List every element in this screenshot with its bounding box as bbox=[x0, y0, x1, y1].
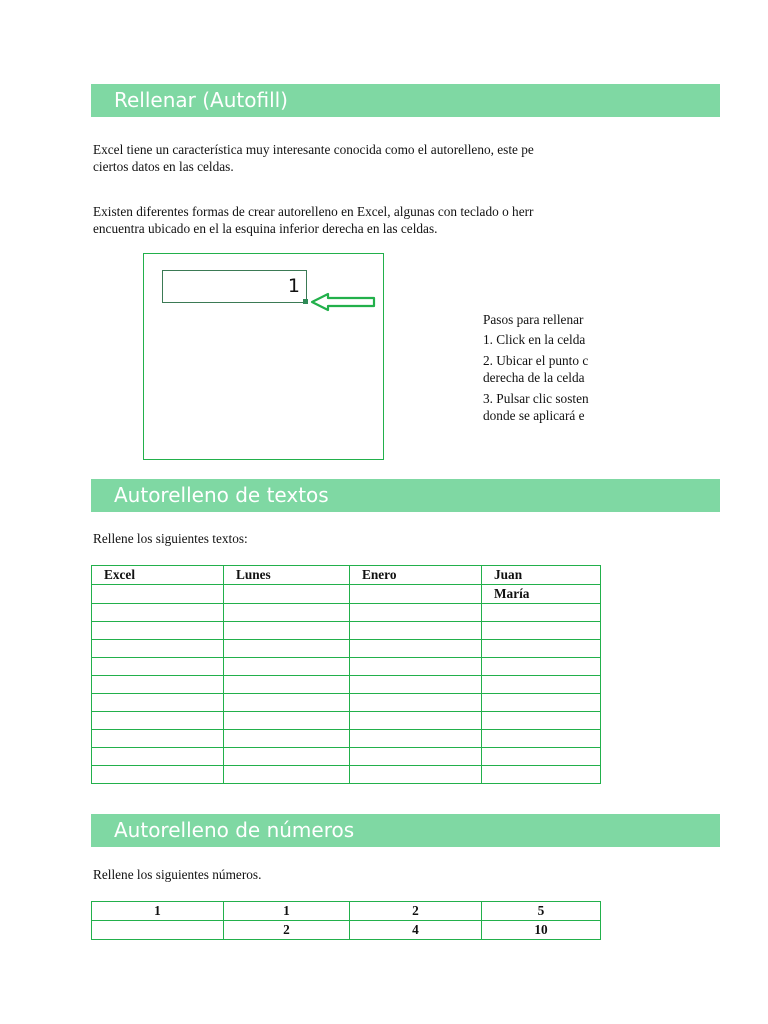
table-cell[interactable] bbox=[92, 766, 224, 784]
table-row bbox=[92, 902, 601, 921]
table-cell[interactable] bbox=[92, 585, 224, 604]
table-cell[interactable] bbox=[350, 694, 482, 712]
table-cell[interactable] bbox=[92, 712, 224, 730]
table-cell[interactable] bbox=[482, 712, 601, 730]
step-3-line1: 3. Pulsar clic sosten bbox=[483, 391, 589, 406]
step-3-line2: donde se aplicará e bbox=[483, 408, 585, 423]
table-cell[interactable] bbox=[92, 748, 224, 766]
numbers-instruction: Rellene los siguientes números. bbox=[93, 867, 262, 882]
table-cell[interactable]: 1 bbox=[92, 902, 224, 921]
section-title-texts: Autorelleno de textos bbox=[91, 479, 720, 512]
table-row bbox=[92, 921, 601, 940]
table-cell[interactable]: Excel bbox=[92, 566, 224, 585]
table-cell[interactable] bbox=[350, 640, 482, 658]
table-cell[interactable] bbox=[350, 622, 482, 640]
table-cell[interactable] bbox=[92, 676, 224, 694]
table-cell[interactable] bbox=[224, 658, 350, 676]
table-cell[interactable]: 5 bbox=[482, 902, 601, 921]
arrow-left-icon bbox=[310, 292, 376, 312]
intro-p2-line1: Existen diferentes formas de crear autorelleno en Excel, algunas con teclado o herr bbox=[93, 204, 534, 219]
intro-p1-line2: ciertos datos en las celdas. bbox=[93, 159, 234, 174]
table-cell[interactable] bbox=[350, 676, 482, 694]
table-cell[interactable] bbox=[92, 921, 224, 940]
intro-paragraph-1 bbox=[93, 141, 605, 175]
table-cell[interactable] bbox=[482, 604, 601, 622]
table-cell[interactable] bbox=[224, 730, 350, 748]
table-cell[interactable] bbox=[92, 694, 224, 712]
step-1: 1. Click en la celda bbox=[483, 332, 586, 347]
intro-paragraph-2 bbox=[93, 203, 605, 237]
table-cell[interactable] bbox=[224, 766, 350, 784]
table-cell[interactable]: 2 bbox=[350, 902, 482, 921]
table-cell[interactable]: 10 bbox=[482, 921, 601, 940]
table-cell[interactable] bbox=[224, 748, 350, 766]
table-cell[interactable] bbox=[482, 640, 601, 658]
table-cell[interactable] bbox=[482, 676, 601, 694]
table-row bbox=[92, 640, 601, 658]
table-cell[interactable] bbox=[482, 766, 601, 784]
table-row bbox=[92, 712, 601, 730]
table-cell[interactable] bbox=[482, 730, 601, 748]
fill-handle bbox=[303, 299, 308, 304]
intro-p1-line1: Excel tiene un característica muy interesante conocida como el autorelleno, este pe bbox=[93, 142, 534, 157]
table-cell[interactable] bbox=[224, 604, 350, 622]
table-cell[interactable] bbox=[350, 712, 482, 730]
table-cell[interactable]: 2 bbox=[224, 921, 350, 940]
table-row bbox=[92, 566, 601, 585]
table-cell[interactable]: Juan bbox=[482, 566, 601, 585]
table-cell[interactable] bbox=[224, 622, 350, 640]
table-cell[interactable] bbox=[224, 676, 350, 694]
table-row bbox=[92, 604, 601, 622]
table-cell[interactable]: Enero bbox=[350, 566, 482, 585]
table-row bbox=[92, 585, 601, 604]
table-cell[interactable]: Lunes bbox=[224, 566, 350, 585]
table-cell[interactable] bbox=[224, 585, 350, 604]
table-cell[interactable] bbox=[482, 748, 601, 766]
table-cell[interactable] bbox=[92, 604, 224, 622]
steps-heading: Pasos para rellenar bbox=[483, 312, 584, 327]
table-cell[interactable] bbox=[92, 622, 224, 640]
demo-cell: 1 bbox=[162, 270, 307, 303]
number-autofill-table bbox=[91, 901, 601, 940]
table-cell[interactable]: 4 bbox=[350, 921, 482, 940]
table-row bbox=[92, 766, 601, 784]
step-2-line2: derecha de la celda bbox=[483, 370, 585, 385]
table-cell[interactable] bbox=[224, 712, 350, 730]
table-cell[interactable] bbox=[482, 658, 601, 676]
table-cell[interactable] bbox=[482, 622, 601, 640]
table-cell[interactable] bbox=[224, 694, 350, 712]
autofill-illustration bbox=[143, 253, 384, 460]
text-autofill-table bbox=[91, 565, 601, 784]
autofill-steps bbox=[483, 311, 605, 424]
table-row bbox=[92, 730, 601, 748]
table-cell[interactable] bbox=[350, 730, 482, 748]
table-row bbox=[92, 748, 601, 766]
table-cell[interactable] bbox=[350, 748, 482, 766]
table-cell[interactable] bbox=[350, 658, 482, 676]
table-cell[interactable]: María bbox=[482, 585, 601, 604]
section-title-autofill: Rellenar (Autofill) bbox=[91, 84, 720, 117]
table-cell[interactable]: 1 bbox=[224, 902, 350, 921]
table-row bbox=[92, 676, 601, 694]
table-cell[interactable] bbox=[224, 640, 350, 658]
table-cell[interactable] bbox=[350, 604, 482, 622]
table-cell[interactable] bbox=[92, 658, 224, 676]
intro-p2-line2: encuentra ubicado en el la esquina inferior derecha en las celdas. bbox=[93, 221, 438, 236]
table-cell[interactable] bbox=[482, 694, 601, 712]
section-title-numbers: Autorelleno de números bbox=[91, 814, 720, 847]
table-row bbox=[92, 622, 601, 640]
table-cell[interactable] bbox=[350, 766, 482, 784]
step-2-line1: 2. Ubicar el punto c bbox=[483, 353, 589, 368]
table-cell[interactable] bbox=[92, 730, 224, 748]
table-cell[interactable] bbox=[350, 585, 482, 604]
table-cell[interactable] bbox=[92, 640, 224, 658]
texts-instruction: Rellene los siguientes textos: bbox=[93, 531, 248, 546]
table-row bbox=[92, 658, 601, 676]
table-row bbox=[92, 694, 601, 712]
